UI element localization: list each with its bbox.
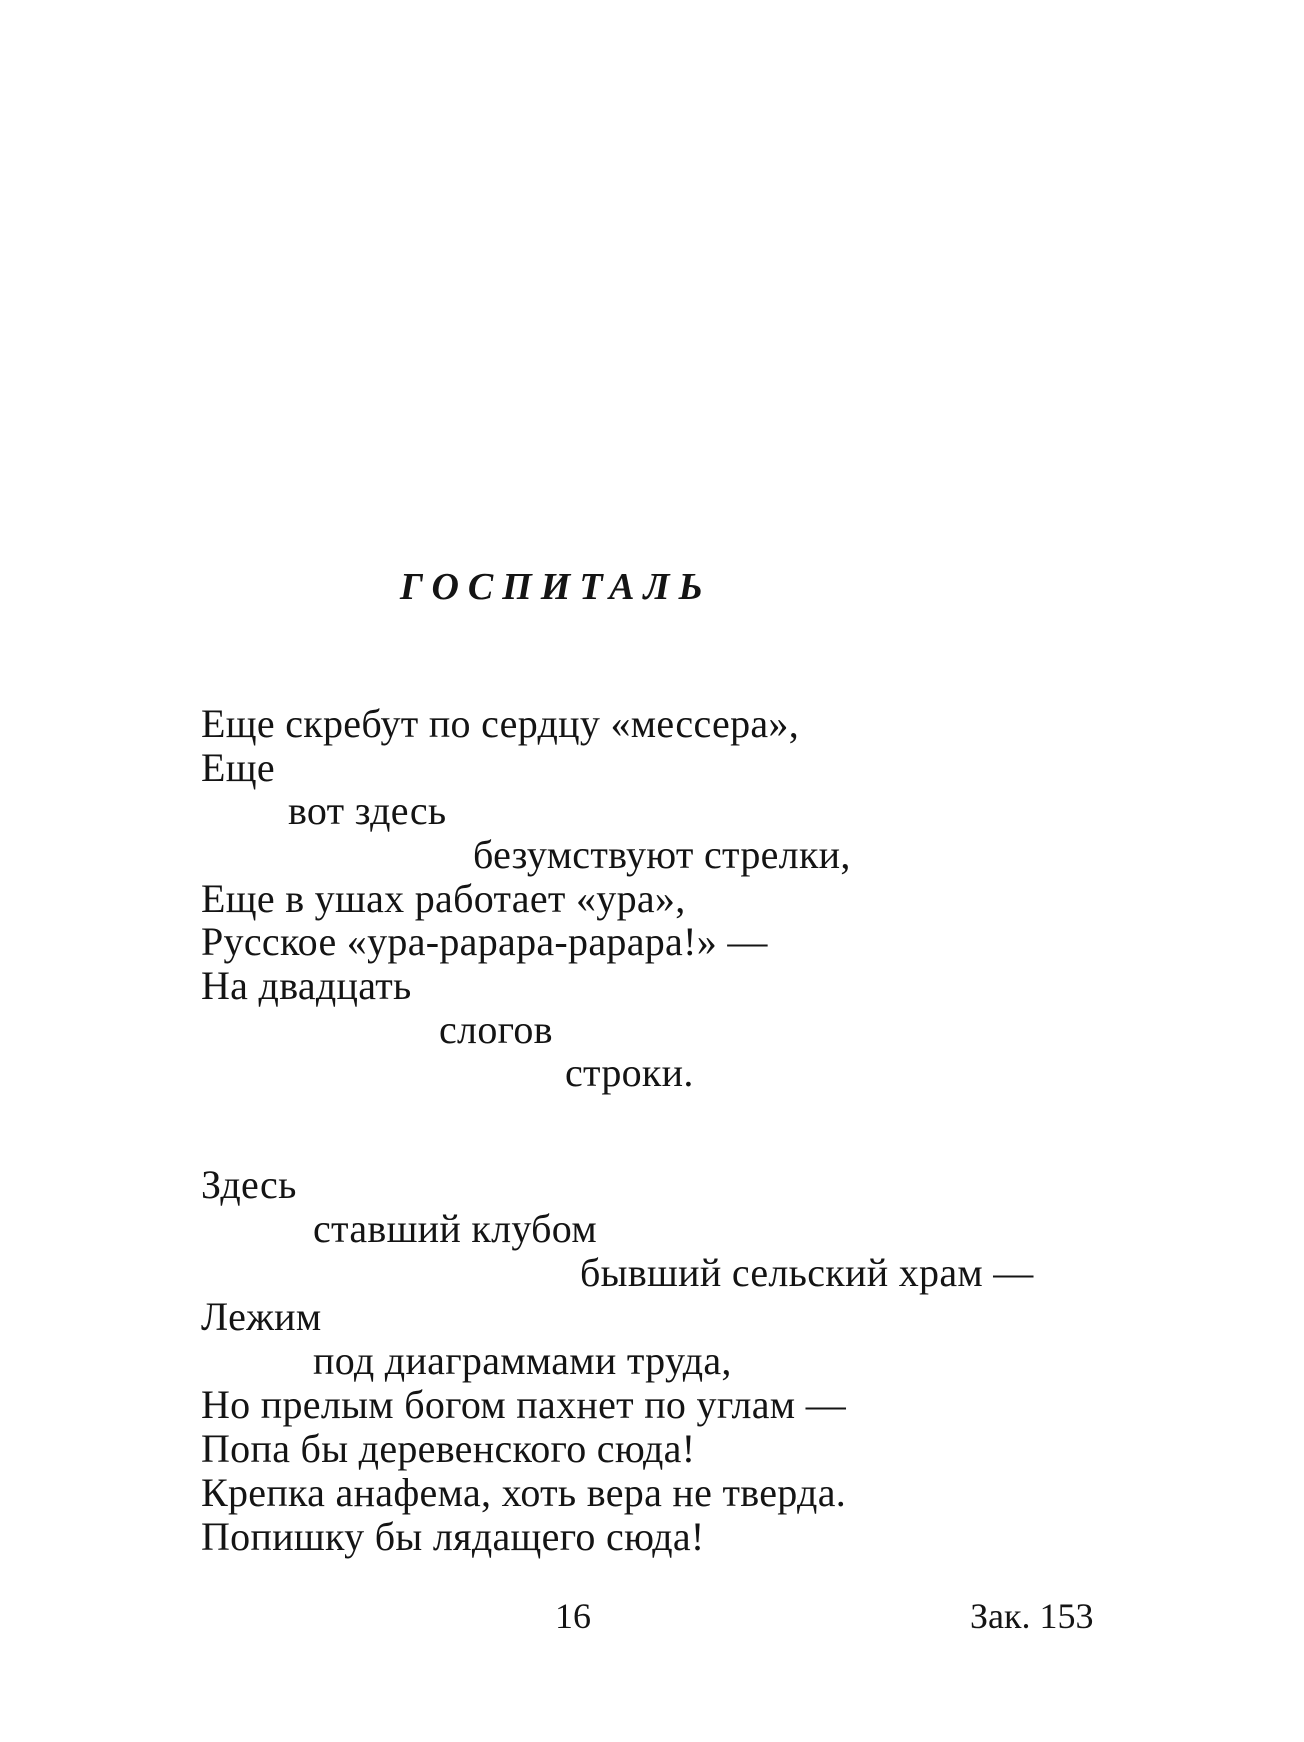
poem-line: ставший клубом xyxy=(313,1206,597,1251)
poem-line: бывший сельский храм — xyxy=(580,1250,1034,1295)
poem-line: Еще xyxy=(201,745,275,790)
poem-line: Русское «ура-рарара-рарара!» — xyxy=(201,919,768,964)
poem-line: безумствуют стрелки, xyxy=(473,832,851,877)
poem-line: строки. xyxy=(565,1050,694,1095)
page-number: 16 xyxy=(555,1596,591,1636)
poem-line: Попа бы деревенского сюда! xyxy=(201,1426,696,1471)
poem-line: Лежим xyxy=(201,1294,322,1339)
poem-line: слогов xyxy=(439,1007,553,1052)
poem-line: Еще в ушах работает «ура», xyxy=(201,876,686,921)
poem-line: Попишку бы лядащего сюда! xyxy=(201,1514,705,1559)
poem-line: Еще скребут по сердцу «мессера», xyxy=(201,701,800,746)
poem-title: ГОСПИТАЛЬ xyxy=(400,566,712,608)
poem-line: вот здесь xyxy=(288,788,447,833)
poem-line: Но прелым богом пахнет по углам — xyxy=(201,1382,847,1427)
poem-line: Здесь xyxy=(201,1162,297,1207)
order-number: Зак. 153 xyxy=(970,1596,1094,1636)
poem-line: На двадцать xyxy=(201,963,412,1008)
poem-line: под диаграммами труда, xyxy=(313,1338,732,1383)
poem-line: Крепка анафема, хоть вера не тверда. xyxy=(201,1470,847,1515)
